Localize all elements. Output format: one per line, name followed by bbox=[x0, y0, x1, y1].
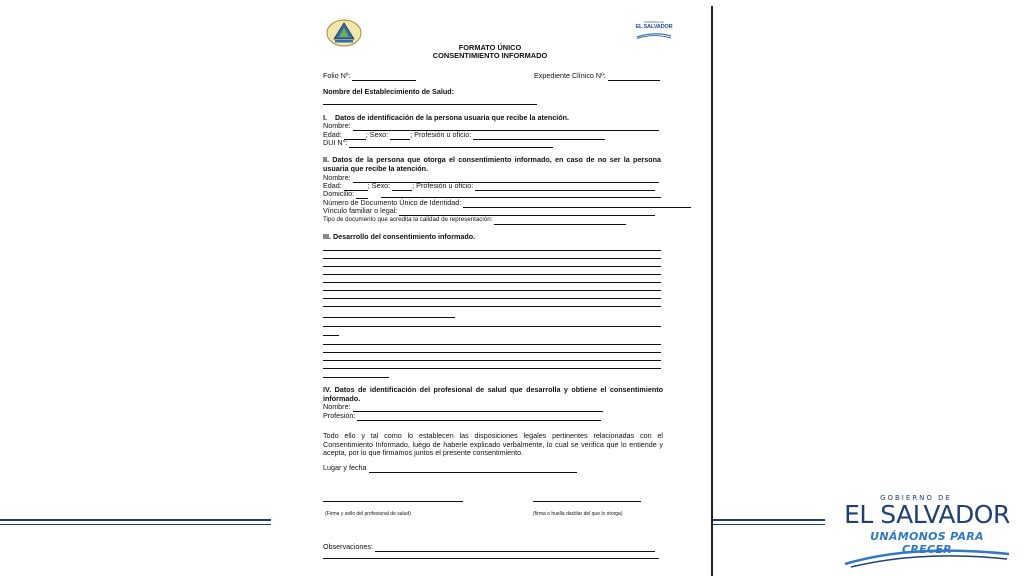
logo-top-text: GOBIERNO DE bbox=[880, 494, 952, 502]
s2-profesion-label: ; Profesión u oficio: bbox=[412, 181, 474, 190]
expediente-label: Expediente Clínico Nº: bbox=[534, 71, 606, 80]
consent-form-page bbox=[271, 0, 709, 576]
s1-sexo-label: ; Sexo: bbox=[365, 130, 389, 139]
s2-nombre-label: Nombre: bbox=[323, 173, 351, 182]
s2-tipo-line bbox=[494, 217, 626, 225]
section-3-heading: III. Desarrollo del consentimiento informado. bbox=[323, 232, 476, 241]
observaciones-line bbox=[375, 544, 655, 552]
s3-line-12[interactable] bbox=[323, 344, 661, 345]
lugar-fecha-label: Lugar y fecha bbox=[323, 463, 367, 472]
s4-profesion-field[interactable] bbox=[323, 412, 601, 421]
section-1-heading: I. Datos de identificación de la persona usuaria que recibe la atención. bbox=[323, 113, 570, 122]
s4-nombre-line bbox=[353, 404, 603, 412]
header-logo-top: GOBIERNO DE bbox=[644, 21, 664, 24]
s3-line-8[interactable] bbox=[323, 306, 661, 307]
lugar-fecha-line bbox=[369, 465, 577, 473]
s1-nombre-line bbox=[353, 123, 659, 131]
s4-profesion-label: Profesión: bbox=[323, 411, 356, 420]
expediente-line bbox=[608, 73, 660, 81]
s3-line-6[interactable] bbox=[323, 290, 661, 291]
section-2-heading: II. Datos de la persona que otorga el consentimiento informado, en caso de no ser la persona usuaria que recibe la atención. bbox=[323, 155, 661, 173]
s2-sexo-line bbox=[392, 183, 412, 191]
observaciones-field[interactable] bbox=[323, 543, 655, 552]
s3-line-4[interactable] bbox=[323, 274, 661, 275]
s1-nombre-label: Nombre: bbox=[323, 121, 351, 130]
form-title: FORMATO ÚNICO bbox=[458, 43, 522, 52]
s1-profesion-label: ; Profesión u oficio: bbox=[410, 130, 472, 139]
s3-line-1[interactable] bbox=[323, 250, 661, 251]
s3-line-3[interactable] bbox=[323, 266, 661, 267]
s3-line-16[interactable] bbox=[323, 377, 389, 378]
s3-line-11[interactable] bbox=[323, 335, 339, 336]
logo-main-text: EL SALVADOR bbox=[844, 500, 1010, 529]
logo-slogan-text: UNÁMONOS PARA CRECER bbox=[870, 530, 984, 556]
s3-line-13[interactable] bbox=[323, 352, 661, 353]
s2-profesion-line bbox=[475, 183, 655, 191]
s3-line-9[interactable] bbox=[323, 317, 455, 318]
observaciones-label: Observaciones: bbox=[323, 542, 373, 551]
s3-line-15[interactable] bbox=[323, 368, 661, 369]
vertical-divider bbox=[711, 6, 713, 576]
s4-profesion-line bbox=[357, 413, 601, 421]
header-logo-main: EL SALVADOR bbox=[635, 24, 673, 30]
folio-line bbox=[352, 73, 416, 81]
signature-label-grantor: (firma o huella dactilar del que lo otorga) bbox=[533, 511, 623, 517]
establecimiento-label: Nombre del Establecimiento de Salud: bbox=[323, 87, 454, 96]
s2-vinculo-label: Vínculo familiar o legal: bbox=[323, 206, 398, 215]
folio-label: Folio Nº: bbox=[323, 71, 351, 80]
left-rule-thin bbox=[0, 524, 271, 525]
signature-label-professional: (Firma y sello del profesional de salud) bbox=[325, 511, 411, 517]
s3-line-5[interactable] bbox=[323, 282, 661, 283]
s4-nombre-field[interactable] bbox=[323, 403, 603, 412]
expediente-field[interactable] bbox=[534, 72, 660, 81]
observaciones-line-2[interactable] bbox=[323, 558, 659, 559]
s3-line-10[interactable] bbox=[323, 326, 661, 327]
s1-dui-line bbox=[349, 140, 553, 148]
logo-swoosh-icon bbox=[841, 544, 1013, 568]
form-subtitle: CONSENTIMIENTO INFORMADO bbox=[432, 51, 548, 60]
gobierno-el-salvador-logo bbox=[841, 490, 1013, 570]
s3-line-2[interactable] bbox=[323, 258, 661, 259]
signature-line-professional[interactable] bbox=[323, 501, 463, 502]
s3-line-14[interactable] bbox=[323, 360, 661, 361]
section-4-heading: IV. Datos de identificación del profesional de salud que desarrolla y obtiene el consentimiento informado. bbox=[323, 385, 663, 403]
left-rule bbox=[0, 519, 271, 521]
s3-line-7[interactable] bbox=[323, 298, 661, 299]
s2-edad-row[interactable] bbox=[323, 182, 655, 191]
establecimiento-line[interactable] bbox=[323, 104, 537, 105]
s2-edad-label: Edad: bbox=[323, 181, 342, 190]
s1-dui-field[interactable] bbox=[323, 139, 553, 148]
s4-nombre-label: Nombre: bbox=[323, 402, 351, 411]
s2-domicilio-label: Domicilio: bbox=[323, 189, 355, 198]
lugar-fecha-field[interactable] bbox=[323, 464, 577, 473]
right-rule bbox=[713, 519, 825, 521]
s2-tipo-field[interactable] bbox=[323, 215, 626, 225]
s2-tipo-label: Tipo de documento que acredita la calidad de representación: bbox=[323, 216, 493, 223]
right-rule-thin bbox=[713, 524, 825, 525]
coat-of-arms-icon bbox=[326, 19, 362, 47]
s1-edad-label: Edad: bbox=[323, 130, 342, 139]
header-logo-swoosh-icon bbox=[635, 31, 673, 39]
signature-line-grantor[interactable] bbox=[533, 501, 641, 502]
header-el-salvador-logo bbox=[635, 21, 673, 42]
folio-field[interactable] bbox=[323, 72, 416, 81]
consent-paragraph: Todo ello y tal como lo establecen las disposiciones legales pertinentes relacionadas con el Consentimiento Informado, luego de haberle explicado verbalmente, lo cual se verifica que lo entiende y acepta, por lo que firmamos juntos el presente consentimiento. bbox=[323, 431, 663, 458]
s1-dui-label: DUI N°: bbox=[323, 138, 348, 147]
s2-documento-label: Número de Documento Único de Identidad: bbox=[323, 198, 462, 207]
s2-sexo-label: ; Sexo: bbox=[367, 181, 391, 190]
